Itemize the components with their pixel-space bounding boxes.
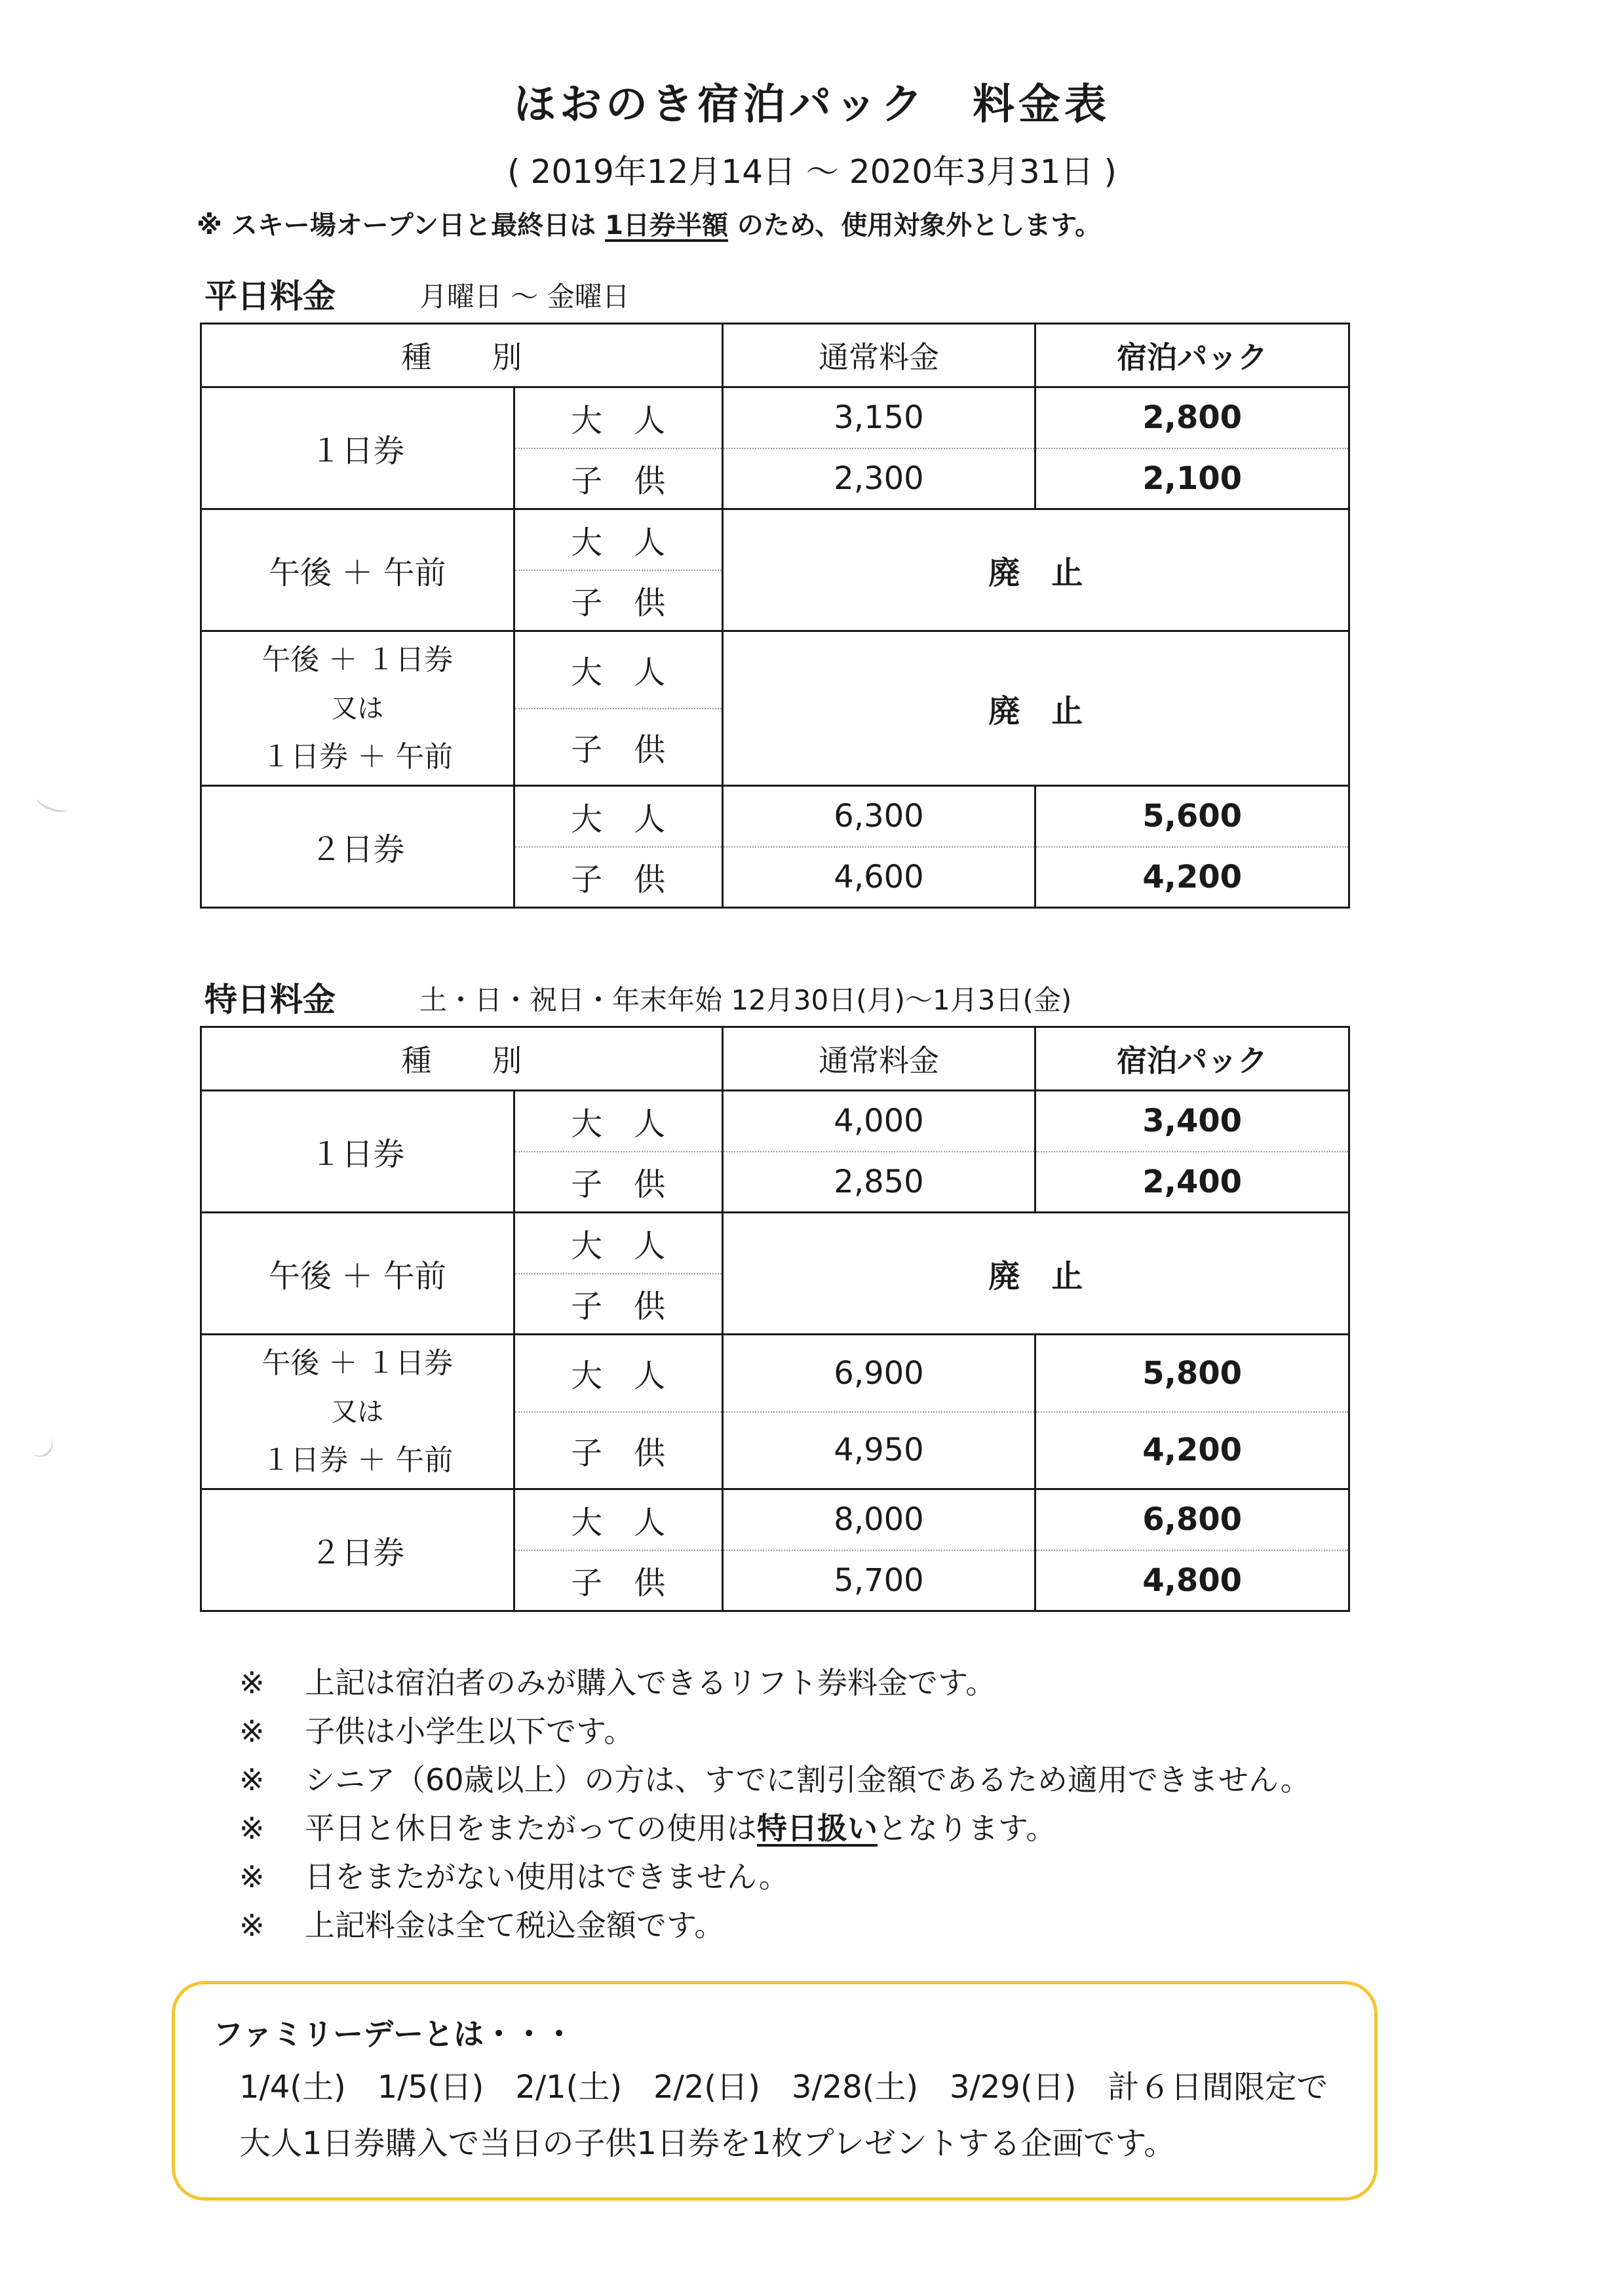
note-mark: ※: [239, 1762, 265, 1797]
pack-price: 5,600: [1035, 786, 1349, 847]
abolished-cell: 廃 止: [722, 509, 1349, 631]
ticket-type: 午後 ＋ 午前: [201, 509, 514, 631]
combo-line-3: １日券 ＋ 午前: [261, 739, 454, 774]
age-child: 子 供: [514, 847, 722, 908]
age-adult: 大 人: [514, 1489, 722, 1550]
regular-price: 5,700: [722, 1550, 1035, 1611]
ticket-type: 午後 ＋ 午前: [201, 1213, 514, 1335]
weekday-subtitle: 月曜日 ～ 金曜日: [419, 281, 630, 313]
note-item: [239, 1756, 1311, 1804]
note-text: となります。: [878, 1811, 1056, 1846]
pack-price: 2,400: [1035, 1152, 1349, 1213]
age-child: 子 供: [514, 1274, 722, 1335]
top-note-underlined: 1日券半額: [605, 210, 728, 241]
pack-price: 5,800: [1035, 1335, 1349, 1412]
age-child: 子 供: [514, 570, 722, 631]
note-item: [239, 1658, 1311, 1707]
family-day-description: 大人1日券購入で当日の子供1日券を1枚プレゼントする企画です。: [239, 2125, 1176, 2162]
validity-period: ( 2019年12月14日 ～ 2020年3月31日 ): [507, 153, 1117, 191]
scan-mark: [35, 791, 70, 815]
age-child: 子 供: [514, 448, 722, 509]
note-mark: ※: [239, 1811, 265, 1846]
header-regular: 通常料金: [722, 324, 1035, 387]
header-type: 種 別: [201, 1027, 723, 1091]
regular-price: 4,600: [722, 847, 1035, 908]
header-pack: 宿泊パック: [1035, 324, 1349, 387]
top-note-before: ※ スキー場オープン日と最終日は: [197, 210, 606, 241]
note-text: 日をまたがない使用はできません。: [305, 1859, 789, 1894]
table-row: [201, 631, 1349, 709]
combo-line-1: 午後 ＋ １日券: [261, 1346, 454, 1380]
top-note-after: のため、使用対象外とします。: [727, 210, 1102, 241]
regular-price: 3,150: [722, 387, 1035, 448]
regular-price: 6,900: [722, 1335, 1035, 1412]
age-adult: 大 人: [514, 631, 722, 709]
table-header-row: [201, 324, 1349, 387]
note-text: シニア（60歳以上）の方は、すでに割引金額であるため適用できません。: [305, 1762, 1311, 1797]
note-item: [239, 1707, 1311, 1756]
pack-price: 3,400: [1035, 1091, 1349, 1152]
pack-price: 6,800: [1035, 1489, 1349, 1550]
pack-price: 2,100: [1035, 448, 1349, 509]
ticket-type-combo: [201, 631, 514, 786]
regular-price: 2,300: [722, 448, 1035, 509]
family-day-box: [172, 1981, 1378, 2201]
note-mark: ※: [239, 1859, 265, 1894]
special-price-table: [200, 1026, 1350, 1612]
regular-price: 4,950: [722, 1412, 1035, 1489]
combo-line-2: 又は: [331, 693, 384, 724]
table-row: [201, 509, 1349, 570]
table-row: [201, 1091, 1349, 1152]
combo-line-3: １日券 ＋ 午前: [261, 1443, 454, 1477]
age-child: 子 供: [514, 1152, 722, 1213]
pack-price: 4,200: [1035, 847, 1349, 908]
age-adult: 大 人: [514, 786, 722, 847]
notes-list: [239, 1658, 1311, 1950]
age-adult: 大 人: [514, 1335, 722, 1412]
top-note: [197, 205, 1101, 242]
combo-line-2: 又は: [331, 1396, 384, 1427]
abolished-cell: 廃 止: [722, 1213, 1349, 1335]
special-heading: 特日料金: [204, 981, 336, 1019]
pack-price: 4,200: [1035, 1412, 1349, 1489]
note-mark: ※: [239, 1908, 265, 1943]
header-regular: 通常料金: [722, 1027, 1035, 1091]
note-mark: ※: [239, 1714, 265, 1749]
ticket-type: ２日券: [201, 786, 514, 908]
age-adult: 大 人: [514, 1091, 722, 1152]
family-day-dates: 1/4(土) 1/5(日) 2/1(土) 2/2(日) 3/28(土) 3/29(日) 計６日間限定で: [239, 2069, 1328, 2106]
note-text: 上記料金は全て税込金額です。: [305, 1908, 725, 1943]
table-row: [201, 1489, 1349, 1550]
note-item: [239, 1804, 1311, 1853]
regular-price: 8,000: [722, 1489, 1035, 1550]
weekday-heading: 平日料金: [204, 277, 336, 315]
ticket-type: １日券: [201, 387, 514, 509]
table-row: [201, 786, 1349, 847]
note-underlined: 特日扱い: [757, 1811, 878, 1846]
weekday-price-table: [200, 323, 1350, 909]
scan-mark: [20, 1424, 58, 1462]
regular-price: 4,000: [722, 1091, 1035, 1152]
ticket-type-combo: [201, 1335, 514, 1489]
ticket-type: ２日券: [201, 1489, 514, 1611]
age-adult: 大 人: [514, 1213, 722, 1274]
header-pack: 宿泊パック: [1035, 1027, 1349, 1091]
note-text: 子供は小学生以下です。: [305, 1714, 634, 1749]
ticket-type: １日券: [201, 1091, 514, 1213]
note-item: [239, 1853, 1311, 1901]
abolished-cell: 廃 止: [722, 631, 1349, 786]
age-adult: 大 人: [514, 509, 722, 570]
age-child: 子 供: [514, 709, 722, 786]
table-header-row: [201, 1027, 1349, 1091]
family-day-heading: ファミリーデーとは・・・: [213, 2016, 575, 2052]
note-item: [239, 1901, 1311, 1950]
regular-price: 2,850: [722, 1152, 1035, 1213]
page-title: ほおのき宿泊パック 料金表: [514, 81, 1110, 129]
age-child: 子 供: [514, 1412, 722, 1489]
table-row: [201, 387, 1349, 448]
pack-price: 4,800: [1035, 1550, 1349, 1611]
age-adult: 大 人: [514, 387, 722, 448]
note-text: 上記は宿泊者のみが購入できるリフト券料金です。: [305, 1665, 996, 1700]
combo-line-1: 午後 ＋ １日券: [261, 642, 454, 677]
header-type: 種 別: [201, 324, 723, 387]
age-child: 子 供: [514, 1550, 722, 1611]
note-mark: ※: [239, 1665, 265, 1700]
special-subtitle: 土・日・祝日・年末年始 12月30日(月)～1月3日(金): [419, 984, 1072, 1016]
regular-price: 6,300: [722, 786, 1035, 847]
table-row: [201, 1213, 1349, 1274]
pack-price: 2,800: [1035, 387, 1349, 448]
note-text: 平日と休日をまたがっての使用は: [305, 1811, 757, 1846]
table-row: [201, 1335, 1349, 1412]
